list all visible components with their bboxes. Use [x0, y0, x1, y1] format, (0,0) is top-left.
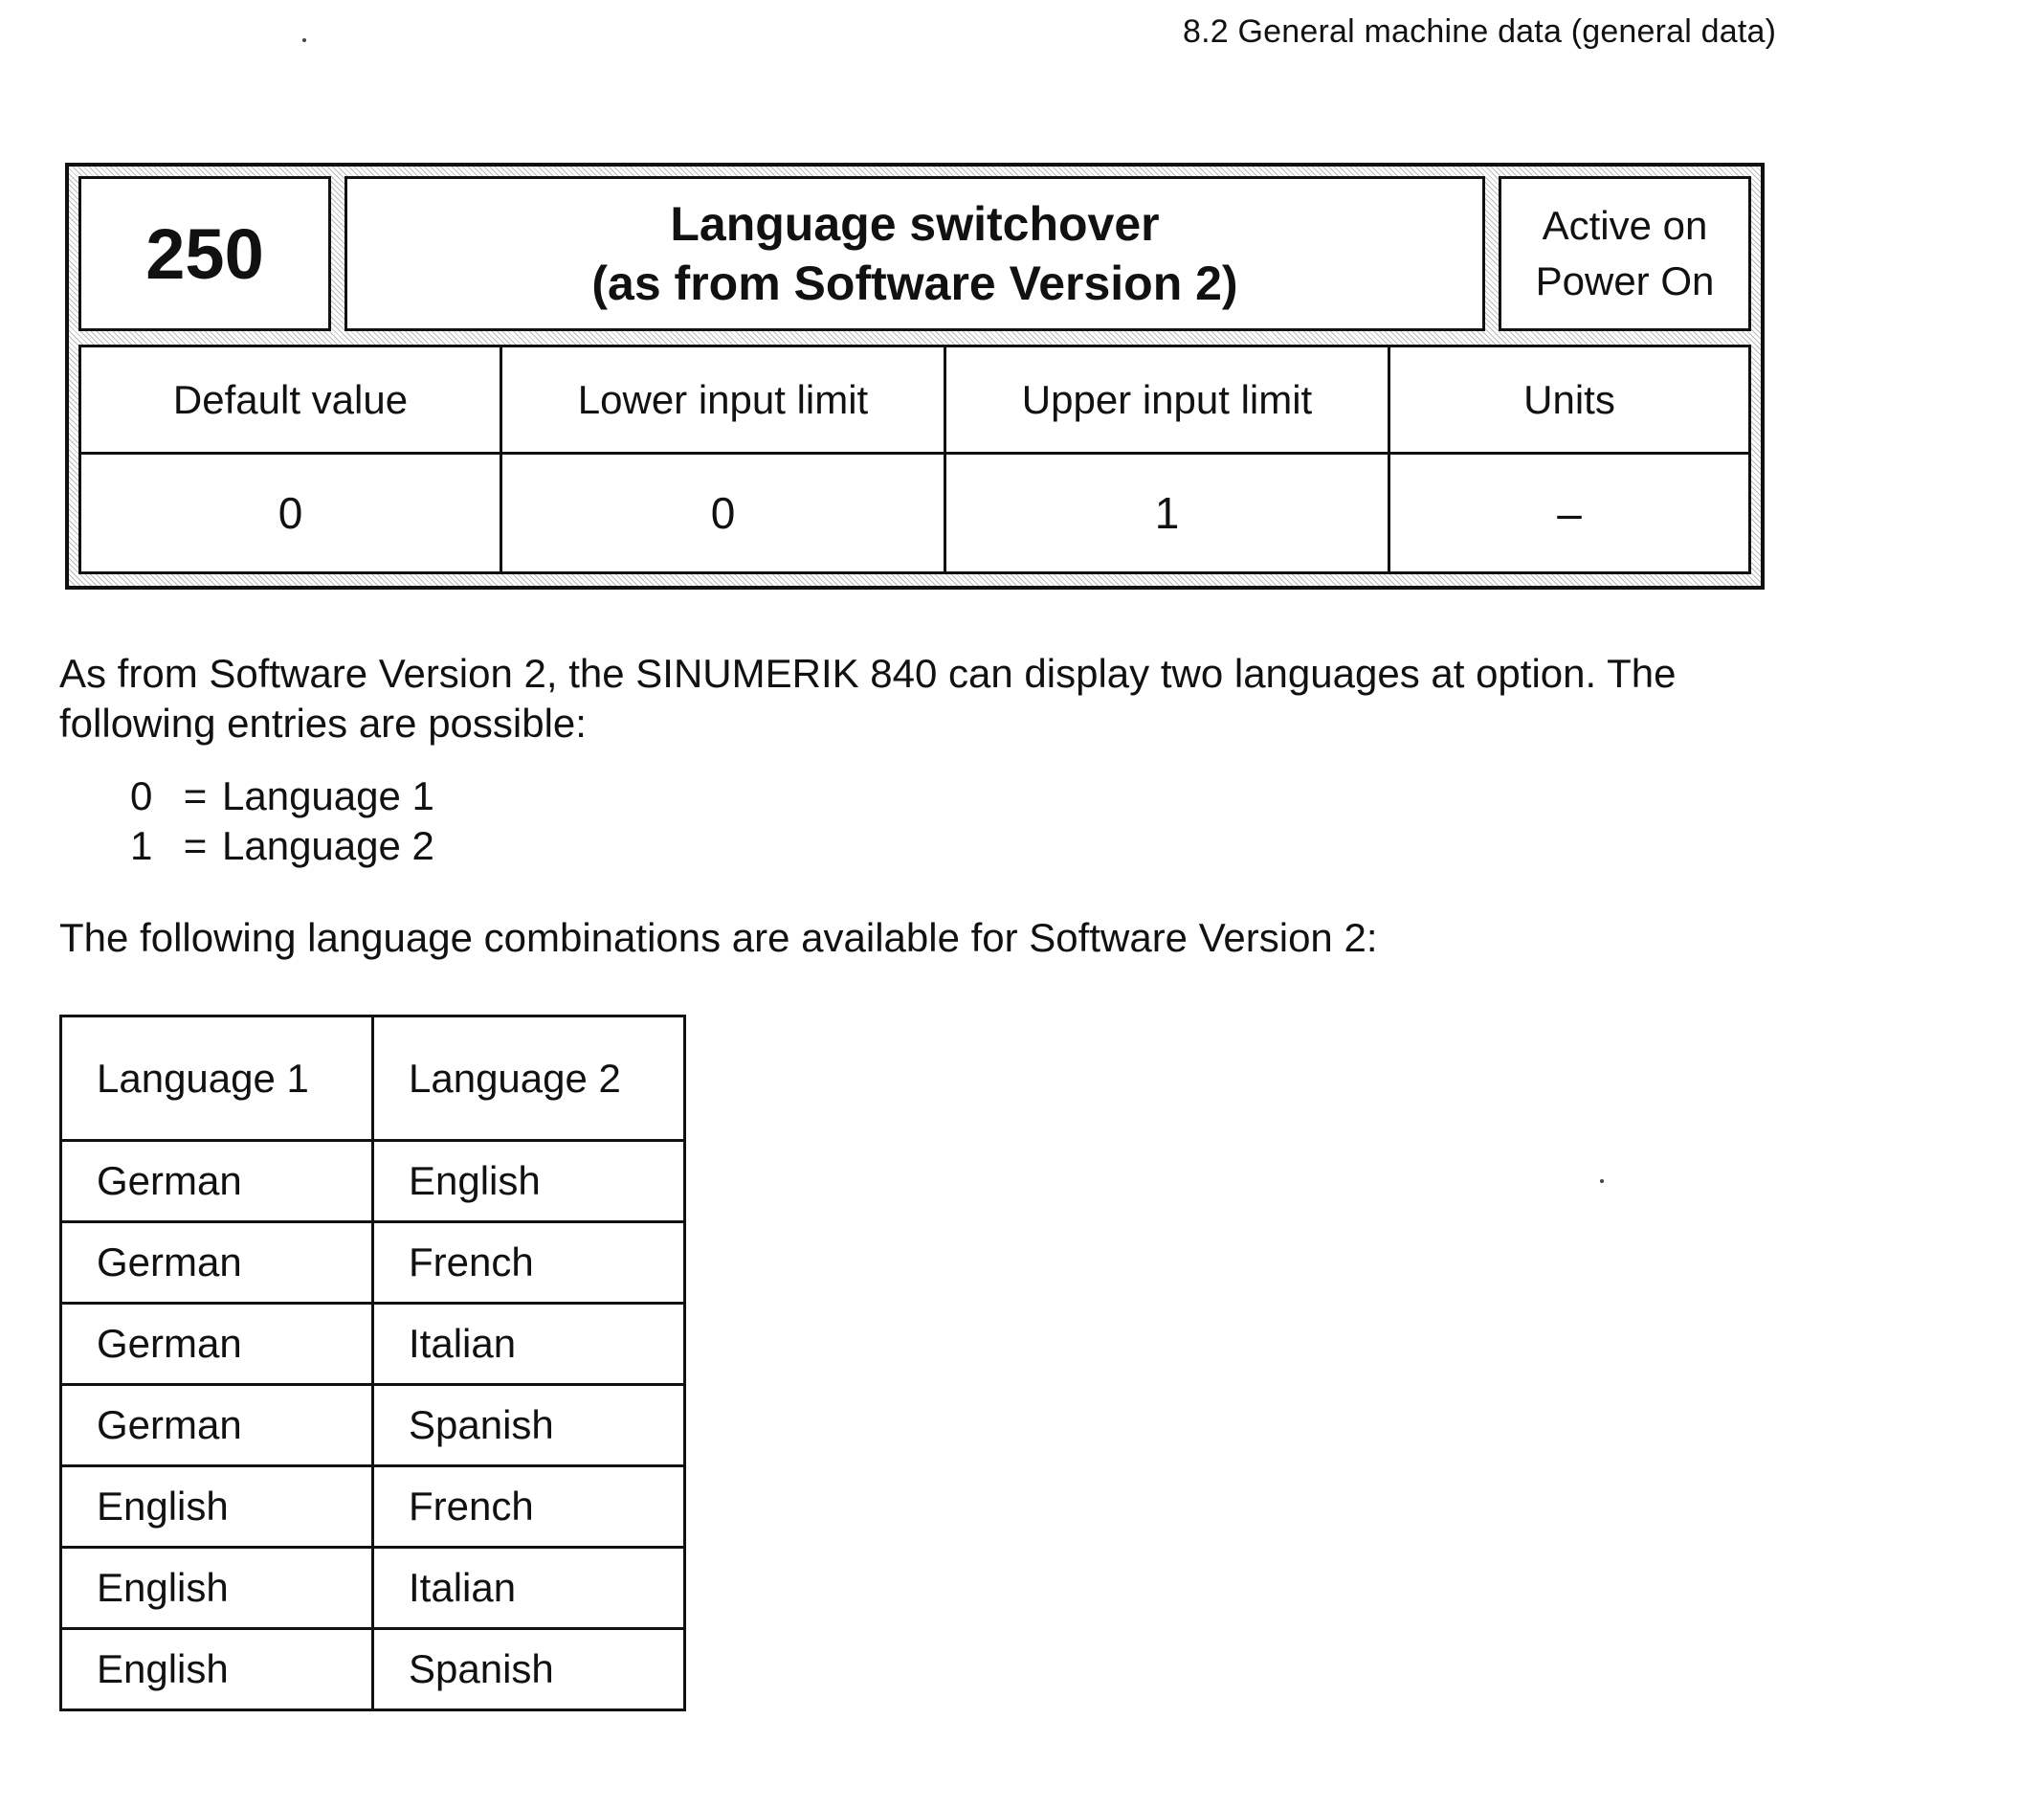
language-2-cell: Italian [373, 1548, 685, 1629]
language-1-cell: German [61, 1304, 373, 1385]
machine-data-title [344, 176, 1485, 331]
table-row [61, 1629, 685, 1710]
table-row [61, 1222, 685, 1304]
language-1-cell: German [61, 1222, 373, 1304]
units-value: – [1557, 488, 1582, 538]
limits-table [78, 345, 1751, 574]
option-equals: = [183, 773, 208, 818]
upper-limit-value: 1 [946, 455, 1390, 571]
option-key: 1 [130, 823, 153, 868]
column-header-lower-limit: Lower input limit [502, 347, 946, 455]
option-list [130, 771, 434, 871]
option-item [130, 771, 434, 821]
table-row [61, 1304, 685, 1385]
machine-data-number: 250 [78, 176, 331, 331]
intro-line-2: following entries are possible: [59, 701, 587, 746]
language-2-cell: Italian [373, 1304, 685, 1385]
language-1-cell: English [61, 1466, 373, 1548]
active-line-1: Active on [1542, 203, 1708, 248]
language-1-cell: English [61, 1548, 373, 1629]
table-header-row [61, 1016, 685, 1141]
language-1-cell: German [61, 1385, 373, 1466]
column-header-default: Default value [81, 347, 502, 455]
option-label: Language 2 [222, 823, 434, 868]
title-line-1: Language switchover [670, 197, 1160, 251]
scan-speck [1600, 1179, 1604, 1183]
intro-line-1: As from Software Version 2, the SINUMERIK 840 can display two languages at option. The [59, 651, 1677, 696]
column-header-language-1: Language 1 [61, 1016, 373, 1141]
intro-paragraph [59, 649, 1676, 748]
language-combinations-table [59, 1015, 686, 1711]
table-row [61, 1548, 685, 1629]
option-label: Language 1 [222, 773, 434, 818]
language-2-cell: French [373, 1466, 685, 1548]
scan-speck [302, 38, 306, 42]
column-header-language-2: Language 2 [373, 1016, 685, 1141]
table-row [61, 1141, 685, 1222]
option-equals: = [183, 823, 208, 868]
lower-limit-value: 0 [502, 455, 946, 571]
column-header-units: Units [1390, 347, 1748, 455]
title-line-2: (as from Software Version 2) [591, 257, 1238, 310]
language-2-cell: Spanish [373, 1629, 685, 1710]
activation-condition [1499, 176, 1751, 331]
default-value: 0 [81, 455, 502, 571]
language-2-cell: English [373, 1141, 685, 1222]
language-1-cell: German [61, 1141, 373, 1222]
column-header-upper-limit: Upper input limit [946, 347, 1390, 455]
active-line-2: Power On [1535, 258, 1715, 303]
section-reference: 8.2 General machine data (general data) [1183, 13, 1777, 50]
option-key: 0 [130, 773, 153, 818]
language-2-cell: Spanish [373, 1385, 685, 1466]
combinations-intro: The following language combinations are available for Software Version 2: [59, 915, 1378, 960]
table-row [61, 1385, 685, 1466]
machine-data-box [65, 163, 1765, 590]
language-1-cell: English [61, 1629, 373, 1710]
language-2-cell: French [373, 1222, 685, 1304]
table-row [61, 1466, 685, 1548]
option-item [130, 821, 434, 871]
